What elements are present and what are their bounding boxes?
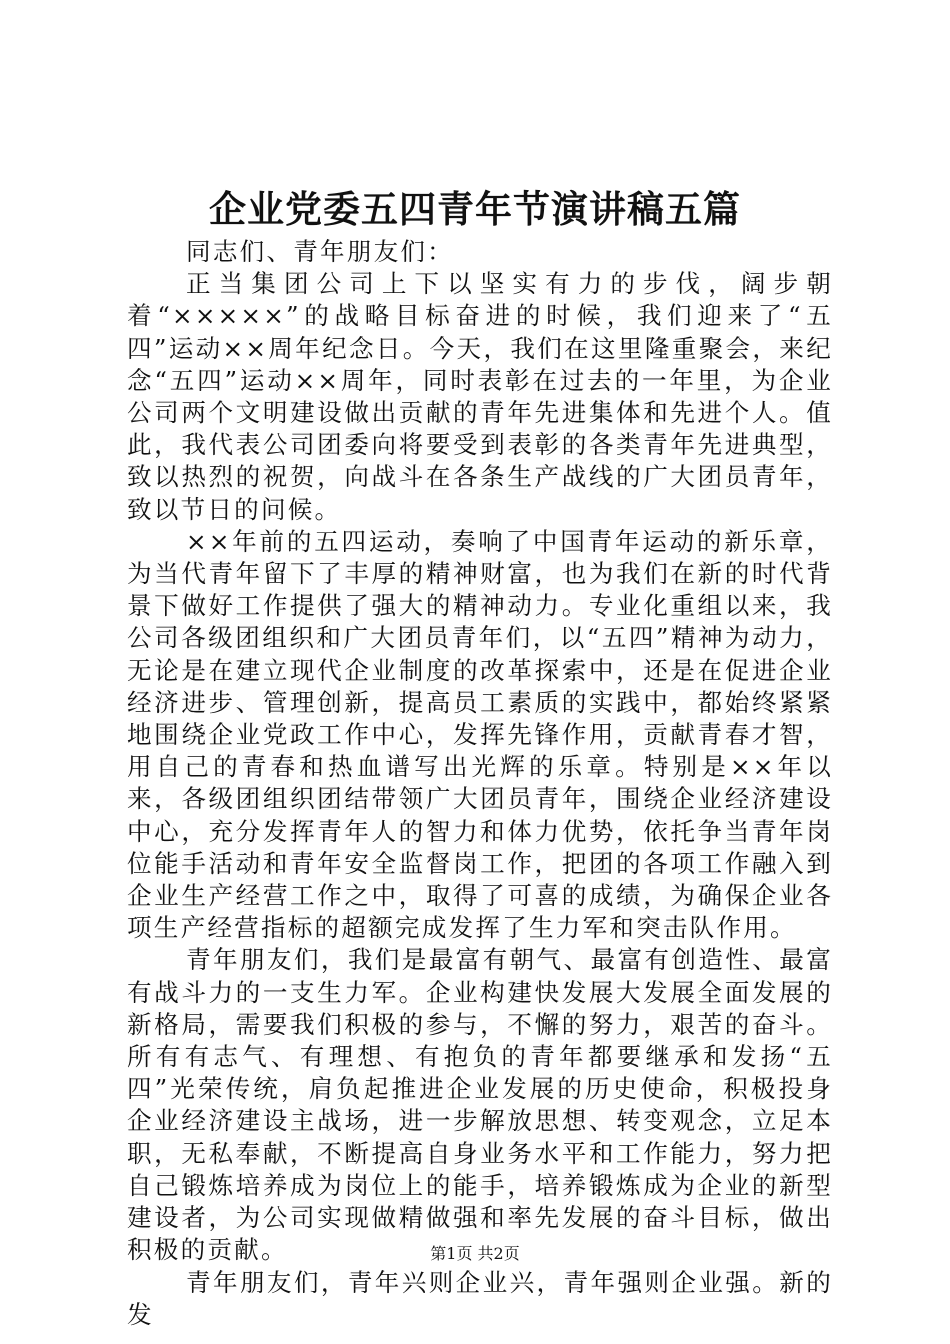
body-paragraph: 青年朋友们，青年兴则企业兴，青年强则企业强。新的发 bbox=[127, 1267, 833, 1329]
body-paragraph: 正当集团公司上下以坚实有力的步伐，阔步朝着“×××××”的战略目标奋进的时候，我们迎来了“五四”运动××周年纪念日。今天，我们在这里隆重聚会，来纪念“五四”运动××周年，同时表彰在过去的一年里，为企业公司两个文明建设做出贡献的青年先进集体和先进个人。值此，我代表公司团委向将要受到表彰的各类青年先进典型，致以热烈的祝贺，向战斗在各条生产战线的广大团员青年，致以节日的问候。 bbox=[127, 269, 833, 524]
page-number-footer: 第1页 共2页 bbox=[430, 1244, 520, 1263]
body-paragraph: 青年朋友们，我们是最富有朝气、最富有创造性、最富有战斗力的一支生力军。企业构建快发展大发展全面发展的新格局，需要我们积极的参与，不懈的努力，艰苦的奋斗。所有有志气、有理想、有抱负的青年都要继承和发扬“五四”光荣传统，肩负起推进企业发展的历史使命，积极投身企业经济建设主战场，进一步解放思想、转变观念，立足本职，无私奉献，不断提高自身业务水平和工作能力，努力把自己锻炼培养成为岗位上的能手，培养锻炼成为企业的新型建设者，为公司实现做精做强和率先发展的奋斗目标，做出积极的贡献。 bbox=[127, 945, 833, 1265]
document-body bbox=[127, 236, 833, 1331]
salutation-paragraph: 同志们、青年朋友们： bbox=[186, 237, 454, 266]
document-title: 企业党委五四青年节演讲稿五篇 bbox=[209, 187, 741, 231]
body-paragraph: ××年前的五四运动，奏响了中国青年运动的新乐章，为当代青年留下了丰厚的精神财富，也为我们在新的时代背景下做好工作提供了强大的精神动力。专业化重组以来，我公司各级团组织和广大团员青年们，以“五四”精神为动力，无论是在建立现代企业制度的改革探索中，还是在促进企业经济进步、管理创新，提高员工素质的实践中，都始终紧紧地围绕企业党政工作中心，发挥先锋作用，贡献青春才智，用自己的青春和热血谱写出光辉的乐章。特别是××年以来，各级团组织团结带领广大团员青年，围绕企业经济建设中心，充分发挥青年人的智力和体力优势，依托争当青年岗位能手活动和青年安全监督岗工作，把团的各项工作融入到企业生产经营工作之中，取得了可喜的成绩，为确保企业各项生产经营指标的超额完成发挥了生力军和突击队作用。 bbox=[127, 526, 833, 943]
